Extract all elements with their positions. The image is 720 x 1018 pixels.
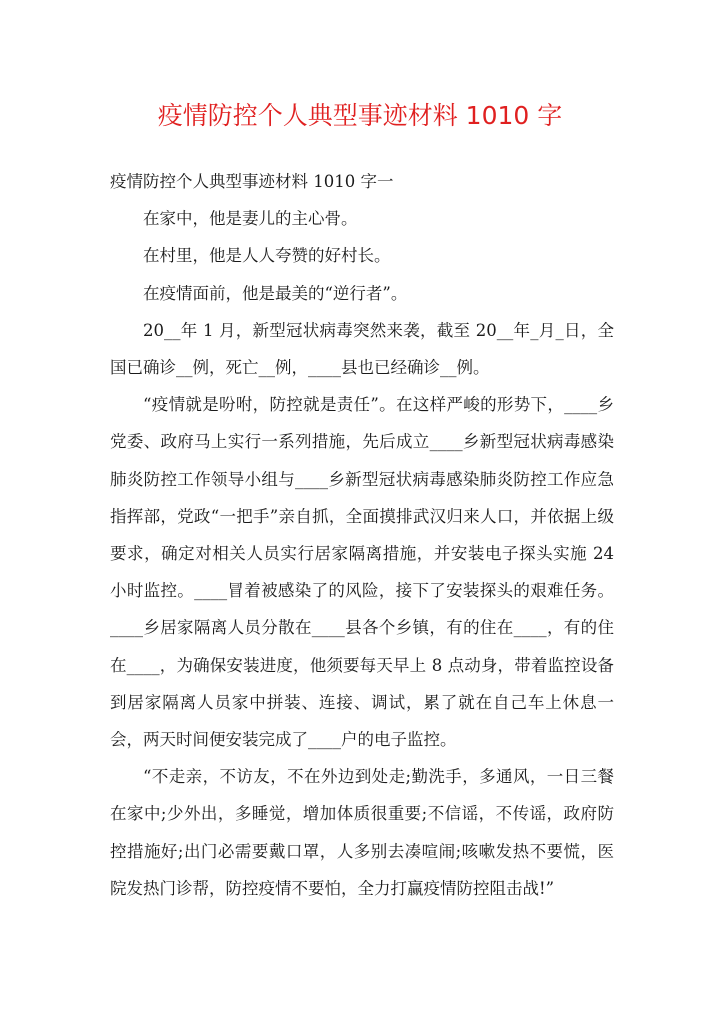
paragraph: 20__年 1 月，新型冠状病毒突然来袭，截至 20__年_月_日，全国已确诊__例，死亡__例，____县也已经确诊__例。 — [110, 320, 614, 378]
paragraph: 在家中，他是妻儿的主心骨。 — [143, 209, 358, 229]
document-body — [110, 163, 614, 907]
paragraph: “不走亲，不访友，不在外边到处走;勤洗手，多通风，一日三餐在家中;少外出，多睡觉，增加体质很重要;不信谣，不传谣，政府防控措施好;出门必需要戴口罩，人多别去凑喧闹;咳嗽发热不要慌，医院发热门诊帮，防控疫情不要怕，全力打赢疫情防控阻击战!” — [110, 767, 614, 898]
paragraph: 在疫情面前，他是最美的“逆行者”。 — [143, 283, 408, 303]
paragraph: “疫情就是吩咐，防控就是责任”。在这样严峻的形势下，____乡党委、政府马上实行一系列措施，先后成立____乡新型冠状病毒感染肺炎防控工作领导小组与____乡新型冠状病毒感染肺炎防控工作应急指挥部，党政“一把手”亲自抓，全面摸排武汉归来人口，并依据上级要求，确定对相关人员实行居家隔离措施，并安装电子探头实施 24 小时监控。____冒着被感染了的风险，接下了安装探头的艰难任务。____乡居家隔离人员分散在____县各个乡镇，有的住在____，有的住在____，为确保安装进度，他须要每天早上 8 点动身，带着监控设备到居家隔离人员家中拼装、连接、调试，累了就在自己车上休息一会，两天时间便安装完成了____户的电子监控。 — [110, 395, 614, 750]
document-title: 疫情防控个人典型事迹材料 1010 字 — [157, 101, 563, 130]
paragraph: 在村里，他是人人夸赞的好村长。 — [143, 246, 391, 266]
document-subtitle: 疫情防控个人典型事迹材料 1010 字一 — [110, 172, 394, 191]
